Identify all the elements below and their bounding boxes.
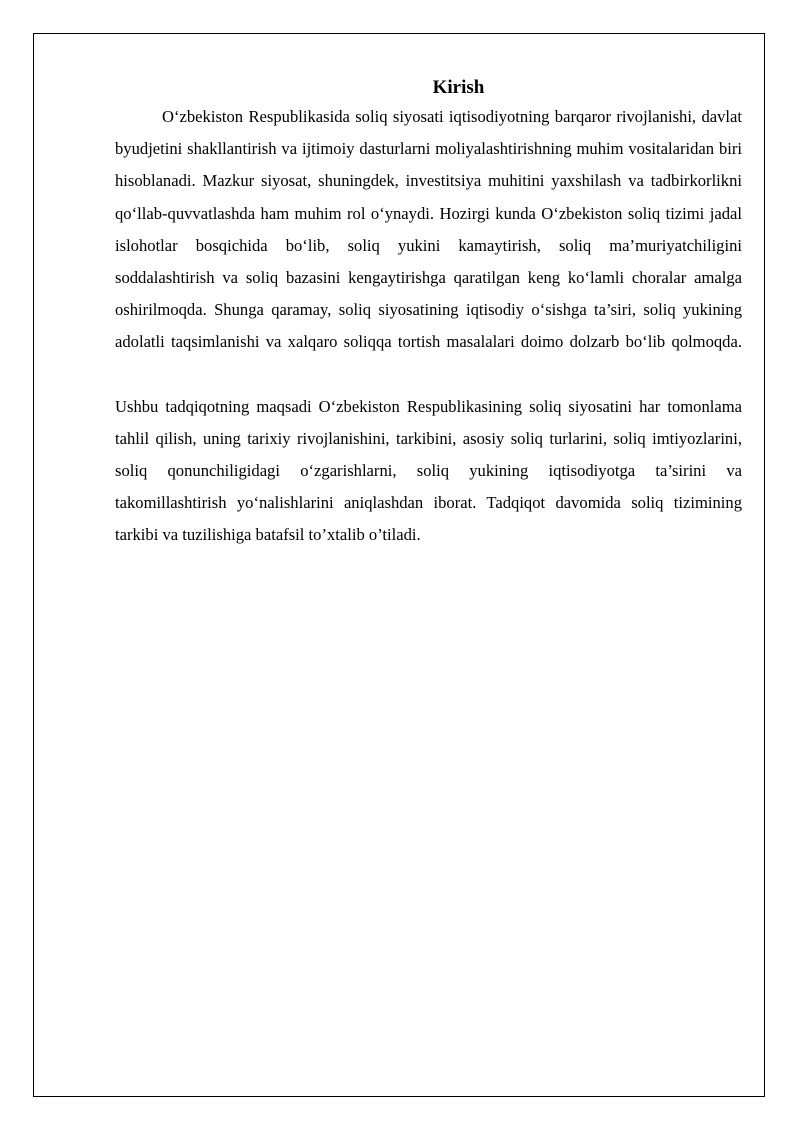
document-body xyxy=(115,73,742,552)
page-title: Kirish xyxy=(432,77,485,98)
intro-paragraph-2: Ushbu tadqiqotning maqsadi O‘zbekiston Respublikasining soliq siyosatini har tomonlama tahlil qilish, uning tarixiy rivojlanishini, tarkibini, asosiy soliq turlarini, soliq imtiyozlarini, soliq qonunchiligidagi o‘zgarishlarni, soliq yukining iqtisodiyotga ta’sirini va takomillashtirish yo‘nalishlarini aniqlashdan iborat. Tadqiqot davomida soliq tizimining tarkibi va tuzilishiga batafsil to’xtalib o’tiladi. xyxy=(115,396,742,545)
intro-paragraph-1: O‘zbekiston Respublikasida soliq siyosati iqtisodiyotning barqaror rivojlanishi, davlat byudjetini shakllantirish va ijtimoiy dasturlarni moliyalashtirishning muhim vositalaridan biri hisoblanadi. Mazkur siyosat, shuningdek, investitsiya muhitini yaxshilash va tadbirkorlikni qo‘llab-quvvatlashda ham muhim rol o‘ynaydi. Hozirgi kunda O‘zbekiston soliq tizimi jadal islohotlar bosqichida bo‘lib, soliq yukini kamaytirish, soliq ma’muriyatchiligini soddalashtirish va soliq bazasini kengaytirishga qaratilgan keng ko‘lamli choralar amalga oshirilmoqda. Shunga qaramay, soliq siyosatining iqtisodiy o‘sishga ta’siri, soliq yukining adolatli taqsimlanishi va xalqaro soliqqa tortish masalalari doimo dolzarb bo‘lib qolmoqda. xyxy=(115,107,742,352)
